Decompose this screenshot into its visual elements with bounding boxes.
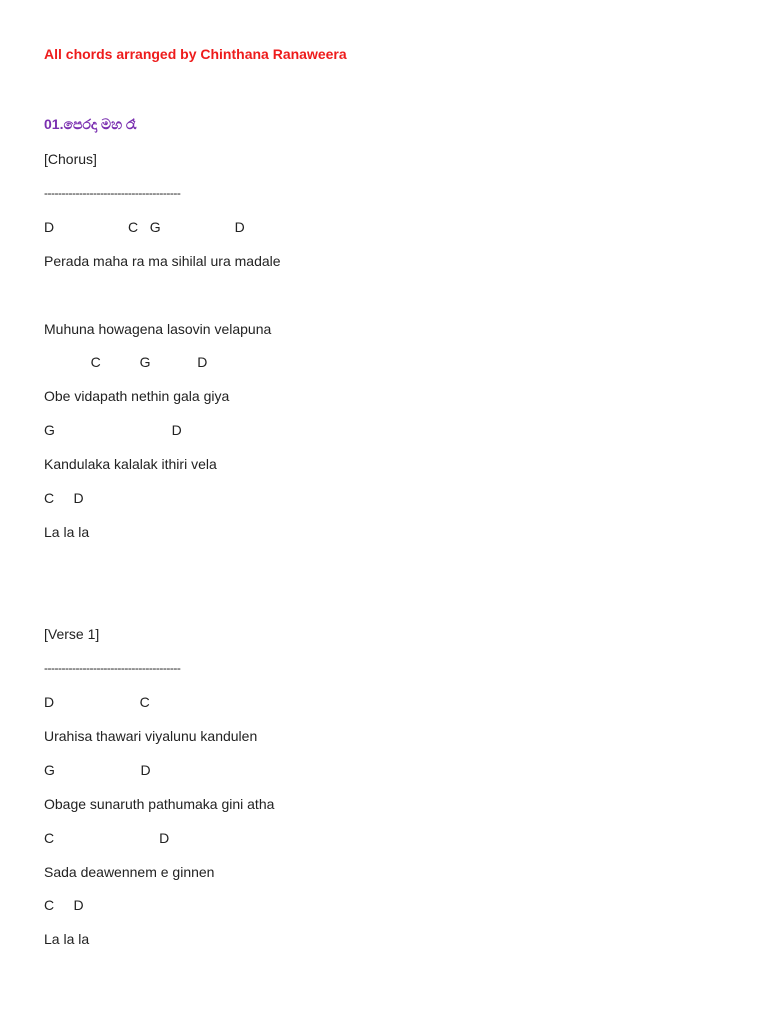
song-title: 01.පෙරදා මහ රෑ	[44, 116, 137, 132]
chord-line: C G D	[44, 354, 208, 370]
lyric-line: Sada deawennem e ginnen	[44, 864, 215, 880]
lyric-line: Obage sunaruth pathumaka gini atha	[44, 796, 275, 812]
chord-line: D C	[44, 694, 150, 710]
lyric-line: Obe vidapath nethin gala giya	[44, 388, 230, 404]
lyric-line: La la la	[44, 931, 90, 947]
divider: ---------------------------------------	[44, 186, 181, 200]
lyric-line: Perada maha ra ma sihilal ura madale	[44, 253, 281, 269]
credit-line: All chords arranged by Chinthana Ranaweera	[44, 46, 347, 62]
section-label-chorus: [Chorus]	[44, 151, 97, 167]
lyric-line: La la la	[44, 524, 90, 540]
lyric-line: Urahisa thawari viyalunu kandulen	[44, 728, 258, 744]
chord-line: C D	[44, 490, 84, 506]
lyric-line: Muhuna howagena lasovin velapuna	[44, 321, 272, 337]
chord-line: D C G D	[44, 219, 245, 235]
divider: ---------------------------------------	[44, 661, 181, 675]
chord-line: G D	[44, 422, 182, 438]
chord-line: C D	[44, 830, 170, 846]
chord-line: G D	[44, 762, 151, 778]
section-label-verse-1: [Verse 1]	[44, 626, 100, 642]
lyric-line: Kandulaka kalalak ithiri vela	[44, 456, 217, 472]
chord-line: C D	[44, 897, 84, 913]
